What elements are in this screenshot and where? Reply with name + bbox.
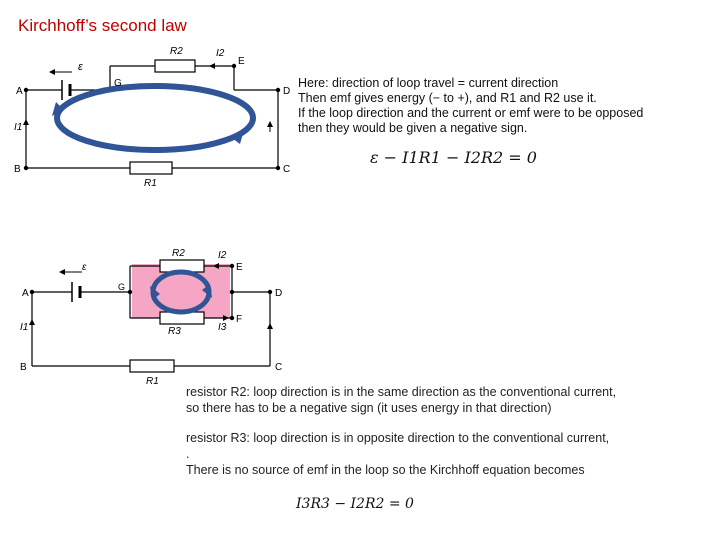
r2-note-line-2: so there has to be a negative sign (it uses energy in that direction) [186, 401, 552, 415]
node-c-label: C [283, 164, 291, 175]
emf-label: ε [78, 61, 83, 73]
kirchhoff-equation-1: ε − I1R1 − I2R2 = 0 [370, 148, 537, 167]
i2-label: I2 [218, 250, 227, 261]
slide-title: Kirchhoff’s second law [18, 16, 187, 35]
node-a-label: A [22, 288, 29, 299]
loop-explanation [298, 76, 643, 136]
node-g-label: G [114, 78, 122, 89]
node-d-label: D [283, 86, 291, 97]
loop-direction-arrow [57, 86, 253, 150]
r2-label: R2 [170, 46, 183, 57]
node-a-label: A [16, 86, 23, 97]
i1-label: I1 [14, 122, 23, 133]
r1-label: R1 [144, 178, 157, 189]
i2-label: I2 [216, 48, 225, 59]
node-b-label: B [14, 164, 21, 175]
r3-note-line-3: There is no source of emf in the loop so the Kirchhoff equation becomes [186, 463, 585, 477]
resistor-r3-note [186, 430, 609, 478]
explanation-line-3: If the loop direction and the current or emf were to be opposed [298, 106, 644, 120]
node-c-label: C [275, 362, 283, 373]
r3-note-line-1: resistor R3: loop direction is in opposite direction to the conventional current, [186, 431, 610, 445]
emf-label: ε [82, 262, 87, 273]
resistor-r2 [155, 60, 195, 72]
node-e-label: E [238, 56, 245, 67]
r3-note-line-2: . [186, 447, 190, 461]
i1-label: I1 [20, 322, 29, 333]
r2-label: R2 [172, 248, 185, 259]
i3-label: I3 [218, 322, 227, 333]
kirchhoff-equation-2: I3R3 − I2R2 = 0 [296, 496, 414, 512]
explanation-line-1: Here: direction of loop travel = current direction [298, 76, 559, 90]
r2-note-line-1: resistor R2: loop direction is in the same direction as the conventional current, [186, 385, 617, 399]
r1-label: R1 [146, 376, 159, 387]
node-f-label: F [236, 314, 243, 325]
resistor-r1 [130, 162, 172, 174]
resistor-r2-note [186, 384, 616, 416]
node-g-label: G [118, 282, 126, 292]
circuit-diagram-2 [20, 248, 282, 387]
resistor-r1 [130, 360, 174, 372]
circuit-diagram-1 [14, 46, 290, 189]
explanation-line-2: Then emf gives energy (− to +), and R1 and R2 use it. [298, 91, 597, 105]
node-b-label: B [20, 362, 27, 373]
explanation-line-4: then they would be given a negative sign. [298, 121, 528, 135]
node-e-label: E [236, 262, 243, 273]
node-d-label: D [275, 288, 283, 299]
r3-label: R3 [168, 326, 181, 337]
